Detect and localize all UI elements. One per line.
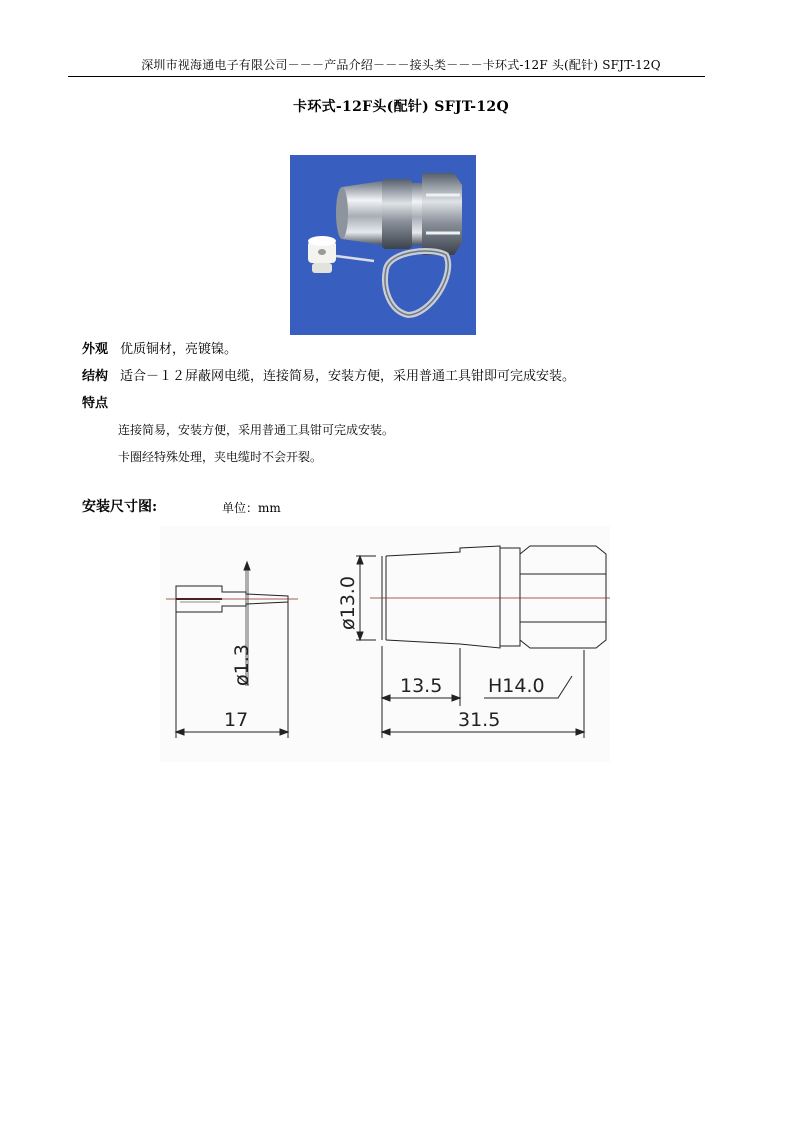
features-label: 特点 — [82, 396, 109, 411]
features-heading — [82, 392, 120, 411]
page-header: 深圳市视海通电子有限公司－－－产品介绍－－－接头类－－－卡环式-12F 头(配针) SFJT-12Q — [141, 58, 661, 72]
feature-item: 连接简易，安装方便，采用普通工具钳可完成安装。 — [118, 423, 395, 437]
feature-item: 卡圈经特殊处理，夹电缆时不会开裂。 — [118, 450, 323, 464]
appearance-label: 外观 — [82, 342, 109, 357]
appearance-row — [82, 338, 237, 357]
unit-label: 单位：mm — [222, 501, 281, 515]
product-title: 卡环式-12F头(配针) SFJT-12Q — [293, 99, 509, 115]
structure-row — [82, 365, 575, 384]
pin-length-label: 17 — [224, 709, 249, 731]
pin-diameter-label: ø1.3 — [231, 644, 253, 686]
dimensions-heading: 安装尺寸图: — [82, 499, 158, 515]
dimension-drawing — [160, 526, 610, 762]
appearance-text: 优质铜材，亮镀镍。 — [120, 342, 238, 357]
header-divider — [68, 76, 705, 77]
product-photo — [290, 155, 476, 335]
body-diameter-label: ø13.0 — [337, 576, 359, 630]
structure-label: 结构 — [82, 369, 109, 384]
hex-size-label: H14.0 — [488, 675, 545, 697]
crimp-length-label: 13.5 — [400, 675, 443, 697]
total-length-label: 31.5 — [458, 709, 501, 731]
structure-text: 适合－１２屏蔽网电缆，连接简易，安装方便，采用普通工具钳即可完成安装。 — [120, 369, 576, 384]
